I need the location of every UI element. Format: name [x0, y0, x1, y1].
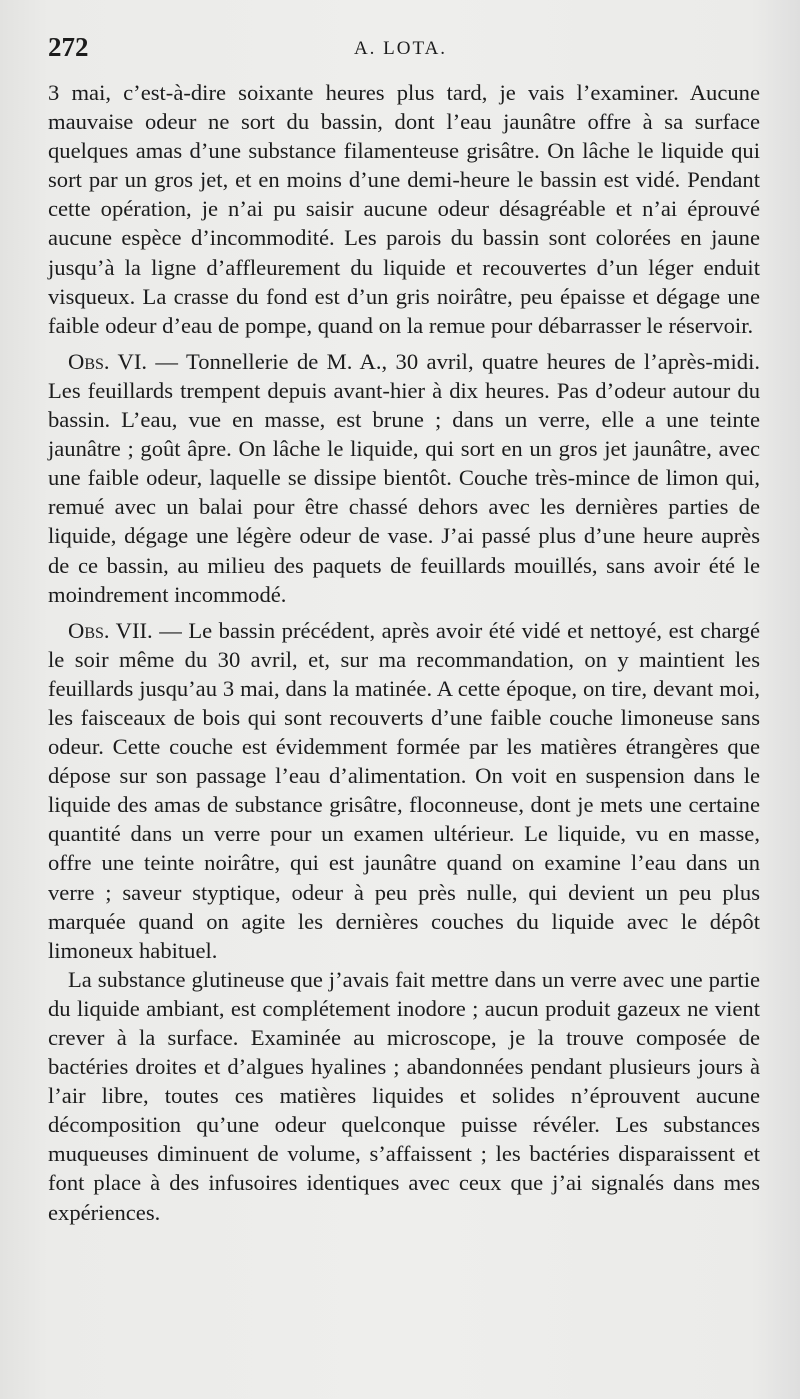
page-body [48, 78, 760, 1227]
observation-label: Obs. VII. [68, 617, 153, 643]
paragraph-text: La substance glutineuse que j’avais fait mettre dans un verre avec une partie du liquide ambiant, est complétement inodore ; aucun produit gazeux ne vient crever à la surface. Examinée au microscope, je la trouve composée de bactéries droites et d’algues hyalines ; abandonnées pendant plusieurs jours à l’air libre, toutes ces matières liquides et solides n’éprouvent aucune décomposition qu’une odeur quelconque puisse révéler. Les substances muqueuses diminuent de volume, s’affaissent ; les bactéries disparaissent et font place à des infusoires identiques avec ceux que j’ai signalés dans mes expériences. [48, 966, 760, 1225]
paragraph-continuation [48, 78, 760, 340]
page-header [48, 32, 753, 72]
observation-label: Obs. VI. [68, 348, 148, 374]
page-number: 272 [48, 32, 89, 62]
paragraph-substance [48, 965, 760, 1227]
paragraph-text: — Le bassin précédent, après avoir été vidé et nettoyé, est chargé le soir même du 30 avril, et, sur ma recommandation, on y maintient les feuillards jusqu’au 3 mai, dans la matinée. A cette époque, on tire, devant moi, les faisceaux de bois qui sont recouverts d’une faible couche limoneuse sans odeur. Cette couche est évidemment formée par les matières étrangères que dépose sur son passage l’eau d’alimentation. On voit en suspension dans le liquide des amas de substance grisâtre, floconneuse, dont je mets une certaine quantité dans un verre pour un examen ultérieur. Le liquide, vu en masse, offre une teinte noirâtre, qui est jaunâtre quand on examine l’eau dans un verre ; saveur styptique, odeur à peu près nulle, qui devient un peu plus marquée quand on agite les dernières couches du liquide avec le dépôt limoneux habituel. [48, 617, 760, 963]
paragraph-text: — Tonnellerie de M. A., 30 avril, quatre heures de l’après-midi. Les feuillards trempent depuis avant-hier à dix heures. Pas d’odeur autour du bassin. L’eau, vue en masse, est brune ; dans un verre, elle a une teinte jaunâtre ; goût âpre. On lâche le liquide, qui sort en un gros jet jaunâtre, avec une faible odeur, laquelle se dissipe bientôt. Couche très-mince de limon qui, remué avec un balai pour être chassé dehors avec les dernières parties de liquide, dégage une légère odeur de vase. J’ai passé plus d’une heure auprès de ce bassin, au milieu des paquets de feuillards mouillés, sans avoir été le moindrement incommodé. [48, 348, 760, 607]
paragraph-text: 3 mai, c’est-à-dire soixante heures plus tard, je vais l’examiner. Aucune mauvaise odeur ne sort du bassin, dont l’eau jaunâtre offre à sa surface quelques amas d’une substance filamenteuse grisâtre. On lâche le liquide qui sort par un gros jet, et en moins d’une demi-heure le bassin est vidé. Pendant cette opération, je n’ai pu saisir aucune odeur désagréable et n’ai éprouvé aucune espèce d’incommodité. Les parois du bassin sont colorées en jaune jusqu’à la ligne d’affleurement du liquide et recouvertes d’un léger enduit visqueux. La crasse du fond est d’un gris noirâtre, peu épaisse et dégage une faible odeur d’eau de pompe, quand on la remue pour débarrasser le réservoir. [48, 80, 760, 338]
running-head: A. LOTA. [353, 38, 448, 59]
paragraph-obs-vii [48, 616, 760, 965]
paragraph-obs-vi [48, 347, 760, 609]
